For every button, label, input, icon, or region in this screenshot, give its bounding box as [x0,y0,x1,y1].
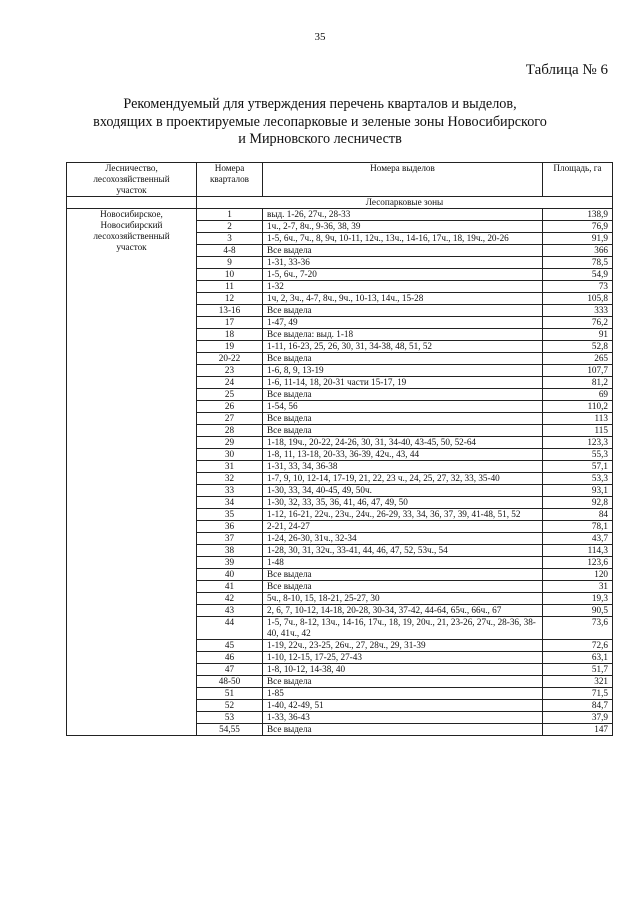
area-cell: 265 [543,353,613,365]
section-title: Лесопарковые зоны [197,197,613,209]
quarter-number-cell: 54,55 [197,724,263,736]
page-number: 35 [314,31,326,43]
plot-numbers-cell: 1ч., 2-7, 8ч., 9-36, 38, 39 [263,221,543,233]
plot-numbers-cell: 1-40, 42-49, 51 [263,700,543,712]
area-cell: 333 [543,305,613,317]
quarter-number-cell: 17 [197,317,263,329]
plot-numbers-cell: 1-32 [263,281,543,293]
area-cell: 73,6 [543,617,613,640]
plot-numbers-cell: Все выдела [263,413,543,425]
area-cell: 63,1 [543,652,613,664]
plot-numbers-cell: 1-5, 6ч., 7ч., 8, 9ч, 10-11, 12ч., 13ч., 14-16, 17ч., 18, 19ч., 20-26 [263,233,543,245]
plot-numbers-cell: выд. 1-26, 27ч., 28-33 [263,209,543,221]
plot-numbers-cell: 1-47, 49 [263,317,543,329]
plot-numbers-cell: 1-30, 32, 33, 35, 36, 41, 46, 47, 49, 50 [263,497,543,509]
section-left-cell [67,197,197,209]
header-forestry-line: лесохозяйственный [93,174,170,184]
plot-numbers-cell: 1-33, 36-43 [263,712,543,724]
area-cell: 110,2 [543,401,613,413]
area-cell: 107,7 [543,365,613,377]
area-cell: 115 [543,425,613,437]
table-label: Таблица № 6 [525,62,608,78]
quarter-number-cell: 34 [197,497,263,509]
quarter-number-cell: 12 [197,293,263,305]
quarter-number-cell: 9 [197,257,263,269]
quarter-number-cell: 53 [197,712,263,724]
quarter-number-cell: 36 [197,521,263,533]
quarter-number-cell: 42 [197,593,263,605]
quarter-number-cell: 39 [197,557,263,569]
quarter-number-cell: 46 [197,652,263,664]
area-cell: 321 [543,676,613,688]
plot-numbers-cell: 1-28, 30, 31, 32ч., 33-41, 44, 46, 47, 52, 53ч., 54 [263,545,543,557]
area-cell: 123,6 [543,557,613,569]
area-cell: 84 [543,509,613,521]
area-cell: 105,8 [543,293,613,305]
header-area: Площадь, га [543,163,613,197]
quarters-table [66,162,613,736]
area-cell: 91 [543,329,613,341]
area-cell: 113 [543,413,613,425]
plot-numbers-cell: 1ч, 2, 3ч., 4-7, 8ч., 9ч., 10-13, 14ч., 15-28 [263,293,543,305]
quarter-number-cell: 27 [197,413,263,425]
area-cell: 123,3 [543,437,613,449]
plot-numbers-cell: 1-31, 33-36 [263,257,543,269]
quarter-number-cell: 10 [197,269,263,281]
plot-numbers-cell: Все выдела [263,425,543,437]
quarter-number-cell: 32 [197,473,263,485]
quarter-number-cell: 13-16 [197,305,263,317]
quarter-number-cell: 47 [197,664,263,676]
forestry-name-line: Новосибирское, [100,209,163,219]
area-cell: 91,9 [543,233,613,245]
plot-numbers-cell: 2-21, 24-27 [263,521,543,533]
table-header-row [67,163,613,197]
area-cell: 55,3 [543,449,613,461]
area-cell: 84,7 [543,700,613,712]
quarter-number-cell: 33 [197,485,263,497]
quarter-number-cell: 31 [197,461,263,473]
plot-numbers-cell: 1-5, 6ч., 7-20 [263,269,543,281]
quarter-number-cell: 24 [197,377,263,389]
plot-numbers-cell: 1-8, 10-12, 14-38, 40 [263,664,543,676]
quarter-number-cell: 11 [197,281,263,293]
area-cell: 43,7 [543,533,613,545]
area-cell: 72,6 [543,640,613,652]
area-cell: 90,5 [543,605,613,617]
table-row [67,209,613,221]
plot-numbers-cell: 1-11, 16-23, 25, 26, 30, 31, 34-38, 48, 51, 52 [263,341,543,353]
table-body [67,197,613,736]
quarter-number-cell: 38 [197,545,263,557]
title-line: и Мирновского лесничеств [238,131,402,147]
plot-numbers-cell: Все выдела [263,581,543,593]
area-cell: 54,9 [543,269,613,281]
area-cell: 69 [543,389,613,401]
header-quarters [197,163,263,197]
section-row [67,197,613,209]
plot-numbers-cell: Все выдела [263,676,543,688]
quarter-number-cell: 1 [197,209,263,221]
plot-numbers-cell: 1-8, 11, 13-18, 20-33, 36-39, 42ч., 43, 44 [263,449,543,461]
plot-numbers-cell: Все выдела [263,305,543,317]
area-cell: 81,2 [543,377,613,389]
plot-numbers-cell: 1-24, 26-30, 31ч., 32-34 [263,533,543,545]
quarter-number-cell: 43 [197,605,263,617]
plot-numbers-cell: 1-12, 16-21, 22ч., 23ч., 24ч., 26-29, 33, 34, 36, 37, 39, 41-48, 51, 52 [263,509,543,521]
plot-numbers-cell: 1-5, 7ч., 8-12, 13ч., 14-16, 17ч., 18, 19, 20ч., 21, 23-26, 27ч., 28-36, 38-40, 41ч., 42 [263,617,543,640]
plot-numbers-cell: Все выдела [263,724,543,736]
quarter-number-cell: 35 [197,509,263,521]
plot-numbers-cell: 1-30, 33, 34, 40-45, 49, 50ч. [263,485,543,497]
quarter-number-cell: 18 [197,329,263,341]
area-cell: 114,3 [543,545,613,557]
quarter-number-cell: 29 [197,437,263,449]
plot-numbers-cell: 1-54, 56 [263,401,543,413]
plot-numbers-cell: 1-31, 33, 34, 36-38 [263,461,543,473]
area-cell: 76,2 [543,317,613,329]
header-plots: Номера выделов [263,163,543,197]
area-cell: 19,3 [543,593,613,605]
area-cell: 53,3 [543,473,613,485]
plot-numbers-cell: 1-6, 11-14, 18, 20-31 части 15-17, 19 [263,377,543,389]
quarter-number-cell: 51 [197,688,263,700]
area-cell: 71,5 [543,688,613,700]
plot-numbers-cell: 1-10, 12-15, 17-25, 27-43 [263,652,543,664]
area-cell: 78,5 [543,257,613,269]
plot-numbers-cell: 2, 6, 7, 10-12, 14-18, 20-28, 30-34, 37-42, 44-64, 65ч., 66ч., 67 [263,605,543,617]
quarter-number-cell: 19 [197,341,263,353]
quarter-number-cell: 48-50 [197,676,263,688]
plot-numbers-cell: 1-48 [263,557,543,569]
area-cell: 366 [543,245,613,257]
forestry-name-line: участок [116,242,147,252]
plot-numbers-cell: 1-19, 22ч., 23-25, 26ч., 27, 28ч., 29, 31-39 [263,640,543,652]
quarter-number-cell: 4-8 [197,245,263,257]
area-cell: 92,8 [543,497,613,509]
quarter-number-cell: 52 [197,700,263,712]
header-quarters-line: кварталов [209,174,250,184]
quarter-number-cell: 3 [197,233,263,245]
plot-numbers-cell: Все выдела [263,353,543,365]
area-cell: 73 [543,281,613,293]
title-line: Рекомендуемый для утверждения перечень кварталов и выделов, [123,96,517,112]
quarter-number-cell: 28 [197,425,263,437]
plot-numbers-cell: 1-6, 8, 9, 13-19 [263,365,543,377]
quarter-number-cell: 40 [197,569,263,581]
plot-numbers-cell: 1-18, 19ч., 20-22, 24-26, 30, 31, 34-40, 43-45, 50, 52-64 [263,437,543,449]
header-forestry-line: Лесничество, [105,163,158,173]
forestry-name-line: Новосибирский [100,220,163,230]
area-cell: 78,1 [543,521,613,533]
header-forestry-line: участок [116,185,147,195]
quarter-number-cell: 45 [197,640,263,652]
area-cell: 37,9 [543,712,613,724]
plot-numbers-cell: 1-7, 9, 10, 12-14, 17-19, 21, 22, 23 ч., 24, 25, 27, 32, 33, 35-40 [263,473,543,485]
title-line: входящих в проектируемые лесопарковые и зеленые зоны Новосибирского [93,113,547,130]
document-title [60,96,580,149]
area-cell: 51,7 [543,664,613,676]
quarter-number-cell: 37 [197,533,263,545]
plot-numbers-cell: Все выдела [263,389,543,401]
quarter-number-cell: 23 [197,365,263,377]
quarter-number-cell: 44 [197,617,263,640]
quarter-number-cell: 20-22 [197,353,263,365]
header-forestry [67,163,197,197]
area-cell: 138,9 [543,209,613,221]
plot-numbers-cell: Все выдела: выд. 1-18 [263,329,543,341]
area-cell: 93,1 [543,485,613,497]
area-cell: 120 [543,569,613,581]
quarter-number-cell: 26 [197,401,263,413]
area-cell: 31 [543,581,613,593]
quarter-number-cell: 30 [197,449,263,461]
forestry-name-line: лесохозяйственный [93,231,170,241]
area-cell: 147 [543,724,613,736]
area-cell: 52,8 [543,341,613,353]
quarter-number-cell: 41 [197,581,263,593]
quarter-number-cell: 2 [197,221,263,233]
plot-numbers-cell: Все выдела [263,569,543,581]
plot-numbers-cell: 5ч., 8-10, 15, 18-21, 25-27, 30 [263,593,543,605]
quarter-number-cell: 25 [197,389,263,401]
forestry-cell [67,209,197,736]
area-cell: 76,9 [543,221,613,233]
plot-numbers-cell: Все выдела [263,245,543,257]
header-quarters-line: Номера [214,163,245,173]
plot-numbers-cell: 1-85 [263,688,543,700]
area-cell: 57,1 [543,461,613,473]
